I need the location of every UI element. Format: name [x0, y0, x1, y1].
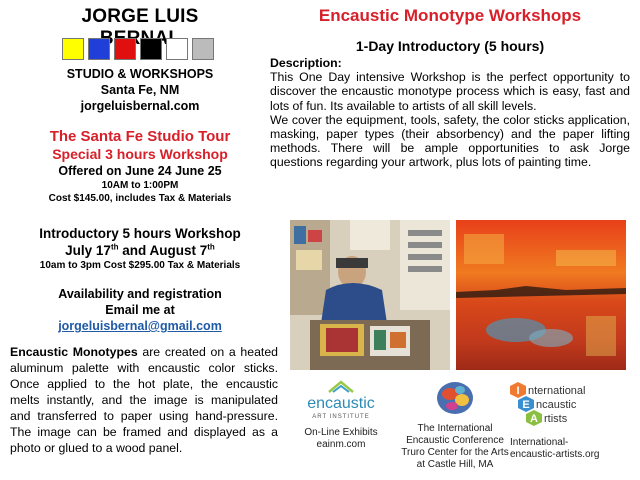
- svg-text:encaustic: encaustic: [307, 395, 375, 412]
- studio-label: STUDIO & WORKSHOPS: [66, 67, 214, 81]
- studio-tour-block: [10, 128, 270, 205]
- conference-logo-block[interactable]: [400, 378, 510, 471]
- workshops-title: Encaustic Monotype Workshops: [318, 6, 582, 25]
- monotypes-lead: Encaustic Monotypes: [10, 345, 138, 359]
- swatch-red: [114, 38, 136, 60]
- eainm-logo-icon: [301, 378, 381, 422]
- svg-text:ART INSTITUTE: ART INSTITUTE: [312, 414, 370, 420]
- eainm-logo-block[interactable]: [286, 378, 396, 451]
- swatch-gray: [192, 38, 214, 60]
- artist-name: JORGE LUIS: [81, 6, 199, 27]
- workshop-description: [270, 56, 630, 170]
- website-link[interactable]: jorgeluisbernal.com: [80, 99, 200, 113]
- svg-text:ncaustic: ncaustic: [536, 399, 577, 411]
- color-swatches: [62, 38, 216, 60]
- svg-text:I: I: [516, 385, 520, 397]
- tour-subtitle: Special 3 hours Workshop: [52, 146, 228, 162]
- tour-dates: Offered on June 24 June 25: [58, 164, 222, 178]
- email-prompt: Email me at: [105, 303, 175, 317]
- conference-caption-2: Encaustic Conference: [406, 435, 504, 446]
- workshops-subtitle: 1-Day Introductory (5 hours): [355, 38, 545, 54]
- intro-details: 10am to 3pm Cost $295.00 Tax & Materials: [39, 260, 241, 271]
- swatch-blue: [88, 38, 110, 60]
- eainm-caption-1: On-Line Exhibits: [304, 427, 378, 438]
- studio-block: [40, 66, 240, 114]
- swatch-black: [140, 38, 162, 60]
- svg-text:nternational: nternational: [528, 385, 586, 397]
- location: Santa Fe, NM: [100, 83, 180, 97]
- intro-dates: July 17th and August 7th: [65, 242, 215, 258]
- swatch-white: [166, 38, 188, 60]
- tour-cost: Cost $145.00, includes Tax & Materials: [48, 193, 232, 204]
- conference-sculpture-icon: [430, 378, 480, 418]
- iea-caption-1: International-: [510, 437, 569, 448]
- iea-logo-block[interactable]: [510, 380, 635, 461]
- availability-line: Availability and registration: [58, 287, 222, 301]
- conference-caption-3: Truro Center for the Arts: [401, 447, 509, 458]
- eainm-caption-2[interactable]: eainm.com: [316, 439, 366, 450]
- intro-title: Introductory 5 hours Workshop: [39, 226, 241, 241]
- description-heading: Description:: [270, 56, 342, 70]
- studio-photo: [290, 220, 450, 370]
- conference-caption-4: at Castle Hill, MA: [416, 459, 494, 470]
- availability-block: [10, 286, 270, 334]
- iea-caption-2[interactable]: encaustic-artists.org: [510, 449, 600, 460]
- monotypes-text: are created on a heated aluminum palette with encaustic color sticks. Once applied to the hot plate, the encaustic melts instantly, and the image is manipulated and transferred to paper using hand-pressure. The image can be framed and displayed as a photo or glued to a wood panel.: [10, 345, 279, 455]
- email-link[interactable]: jorgeluisbernal@gmail.com: [58, 319, 222, 333]
- description-para-2: We cover the equipment, tools, safety, the color sticks application, masking, paper types (their absorbency) and the paper lifting methods. There will be ample opportunities to ask Jorge questions regarding your artwork, plus lots of painting time.: [270, 112, 630, 170]
- svg-text:E: E: [522, 399, 530, 411]
- intro-workshop-block: [10, 225, 270, 273]
- iea-logo-icon: [510, 380, 630, 426]
- description-para-1: This One Day intensive Workshop is the perfect opportunity to discover the encaustic monotype process which is easy, fast and lots of fun. Its available to artists of all skill levels.: [270, 70, 630, 113]
- conference-caption-1: The International: [417, 423, 493, 434]
- monotypes-paragraph: [10, 344, 278, 456]
- tour-title: The Santa Fe Studio Tour: [49, 128, 231, 145]
- tour-time: 10AM to 1:00PM: [101, 180, 179, 191]
- swatch-yellow: [62, 38, 84, 60]
- svg-text:rtists: rtists: [544, 413, 568, 425]
- encaustic-painting: [456, 220, 626, 370]
- svg-text:A: A: [530, 413, 538, 425]
